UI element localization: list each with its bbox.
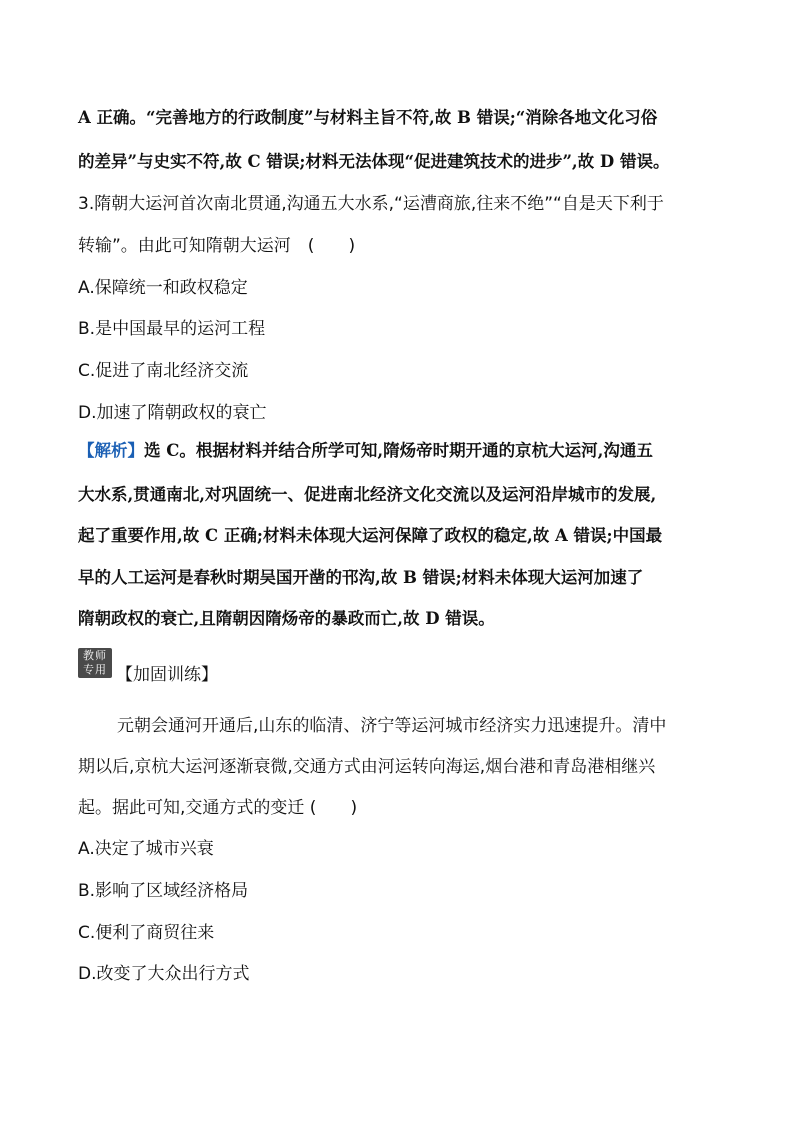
- training-stem-line-1: 元朝会通河开通后,山东的临清、济宁等运河城市经济实力迅速提升。清中: [117, 716, 667, 736]
- analysis-text-1: 选 C。根据材料并结合所学可知,隋炀帝时期开通的京杭大运河,沟通五: [144, 441, 653, 460]
- prev-answer-line-1: A 正确。“完善地方的行政制度”与材料主旨不符,故 B 错误;“消除各地文化习俗: [78, 108, 658, 127]
- option-b: B.是中国最早的运河工程: [78, 319, 266, 339]
- analysis-line-2: 大水系,贯通南北,对巩固统一、促进南北经济文化交流以及运河沿岸城市的发展,: [78, 485, 657, 504]
- option-d: D.加速了隋朝政权的衰亡: [78, 403, 267, 423]
- analysis-label: 【解析】: [78, 441, 144, 460]
- training-option-d: D.改变了大众出行方式: [78, 964, 250, 984]
- training-stem-line-2: 期以后,京杭大运河逐渐衰微,交通方式由河运转向海运,烟台港和青岛港相继兴: [78, 757, 656, 777]
- analysis-line-4: 早的人工运河是春秋时期吴国开凿的邗沟,故 B 错误;材料未体现大运河加速了: [78, 568, 644, 587]
- option-a: A.保障统一和政权稳定: [78, 278, 248, 298]
- badge-top: 教师: [83, 649, 107, 662]
- question-stem-line-2: 转输”。由此可知隋朝大运河 ( ): [78, 236, 356, 256]
- badge-bottom: 专用: [83, 663, 107, 676]
- training-option-c: C.便利了商贸往来: [78, 923, 215, 943]
- teacher-badge: [78, 648, 112, 678]
- analysis-line-3: 起了重要作用,故 C 正确;材料未体现大运河保障了政权的稳定,故 A 错误;中国最: [78, 526, 663, 545]
- analysis-line-1: [78, 437, 653, 461]
- training-option-b: B.影响了区域经济格局: [78, 881, 249, 901]
- analysis-line-5: 隋朝政权的衰亡,且隋朝因隋炀帝的暴政而亡,故 D 错误。: [78, 609, 495, 628]
- training-stem-line-3: 起。据此可知,交通方式的变迁 ( ): [78, 798, 358, 818]
- question-stem-line-1: 3.隋朝大运河首次南北贯通,沟通五大水系,“运漕商旅,往来不绝”“自是天下利于: [78, 194, 664, 214]
- training-title: 【加固训练】: [116, 665, 218, 685]
- prev-answer-line-2: 的差异”与史实不符,故 C 错误;材料无法体现“促进建筑技术的进步”,故 D 错误。: [78, 152, 670, 171]
- training-option-a: A.决定了城市兴衰: [78, 839, 214, 859]
- option-c: C.促进了南北经济交流: [78, 361, 249, 381]
